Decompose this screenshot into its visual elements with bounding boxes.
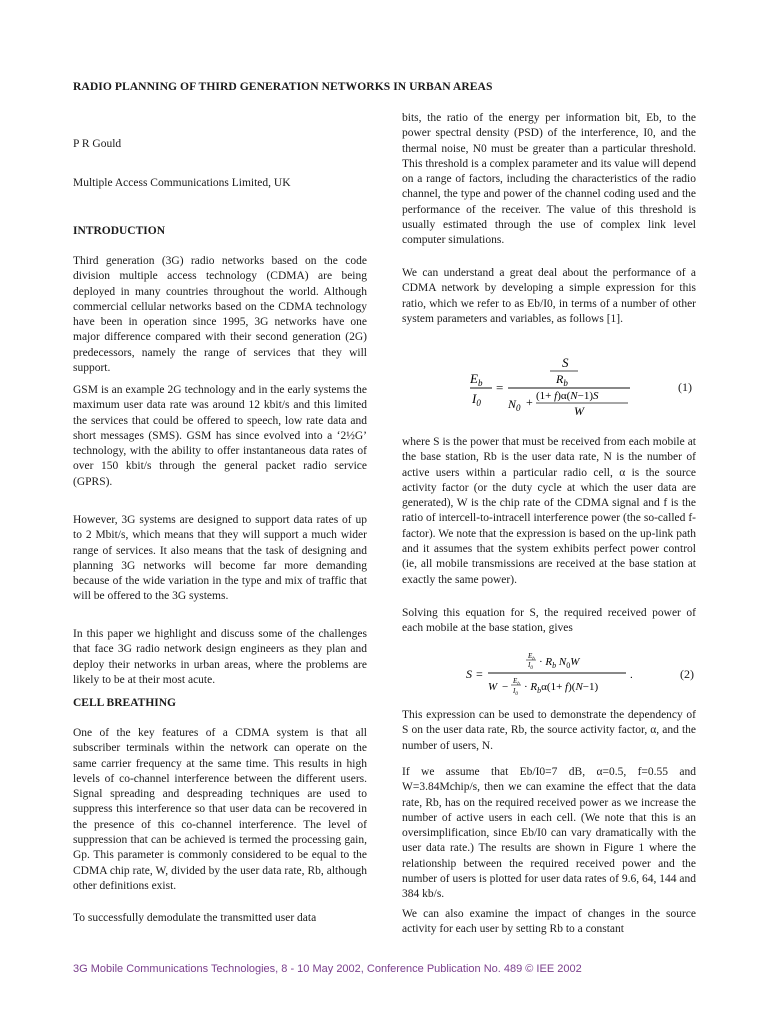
svg-text:(1+ f)α(N−1)S: (1+ f)α(N−1)S [536, 390, 599, 402]
right-paragraph-4: Solving this equation for S, the required received power of each mobile at the base station, gives [402, 607, 696, 635]
right-paragraph-3: where S is the power that must be received from each mobile at the base station, Rb is the user data rate, N is the number of active users within a particular radio cell, α is the source activity factor (or the duty cycle at which the user data are generated), W is the chip rate of the CDMA signal and f is the ratio of intercell-to-intracell interference power (the so-called f-factor). We note that the expression is based on the up-link path and it assumes that the system exhibits perfect power control (ie, all mobile transmissions are received at the base station at exactly the same power). [402, 436, 696, 586]
cell-breathing-heading: CELL BREATHING [73, 697, 176, 709]
svg-text:+: + [526, 395, 533, 409]
equation-2 [466, 648, 676, 702]
svg-text:−: − [502, 681, 509, 693]
svg-text:W: W [488, 681, 498, 693]
svg-text:· Rbα(1+ f)(N−1): · $R_b\alpha(1+ f)(N-1)$ [524, 681, 599, 695]
svg-text:S: S [562, 355, 569, 370]
svg-text:Eb: $E_b$ [470, 371, 483, 388]
affiliation: Multiple Access Communications Limited, UK [73, 177, 291, 189]
left-paragraph-5: One of the key features of a CDMA system is that all subscriber terminals within the network can operate on the same carrier frequency at the same time. This results in high levels of co-channel interference between the different users. Signal spreading and despreading techniques are used to suppress this interference so that user data can be recovered in the presence of this co-channel interference. The level of suppression that can be achieved is termed the processing gain, Gp. This parameter is commonly considered to be equal to the CDMA chip rate, W, divided by the user data rate, Rb, although other definitions exist. [73, 727, 367, 892]
equation-1 [470, 355, 650, 424]
left-paragraph-3: However, 3G systems are designed to support data rates of up to 2 Mbit/s, which means that they will support a much wider range of services. It also means that the task of designing and planning 3G networks will become far more demanding because of the wide variation in the type and mix of traffic that will be offered to the 3G systems. [73, 514, 367, 603]
svg-text:I0: $I_0$ [472, 391, 481, 408]
svg-text:Eb: $E_b$ [513, 677, 520, 687]
equation-1-number: (1) [678, 380, 692, 394]
svg-text:· Rb N0W: · $R_b$ $N_0W$ [539, 656, 580, 670]
right-paragraph-6: If we assume that Eb/I0=7 dB, α=0.5, f=0.55 and W=3.84Mchip/s, then we can examine the effect that the data rate, Rb, has on the required received power as we increase the number of active users in each cell. (We note that this is an oversimplification, since Eb/I0 can vary dramatically with the user data rate.) The results are shown in Figure 1 where the relationship between the required received power and the number of users is plotted for user data rates of 9.6, 64, 144 and 384 kb/s. [402, 766, 696, 901]
right-paragraph-1: bits, the ratio of the energy per information bit, Eb, to the power spectral density (PSD) of the interference, I0, and the thermal noise, N0 must be greater than a particular threshold. This threshold is a complex parameter and its value will depend on a range of factors, including the characteristics of the radio channel, the type and power of the channel coding used and the performance of the receiver. The value of this threshold is usually estimated through the use of complex link level computer simulations. [402, 112, 696, 247]
left-paragraph-4: In this paper we highlight and discuss some of the challenges that face 3G radio network design engineers as they plan and deploy their networks in urban areas, where the problems are likely to be at their most acute. [73, 628, 367, 686]
svg-text:W: W [574, 404, 584, 418]
introduction-heading: INTRODUCTION [73, 225, 166, 237]
svg-text:=: = [476, 667, 483, 681]
svg-text:.: . [630, 669, 633, 681]
right-paragraph-7: We can also examine the impact of changes in the source activity for each user by setting Rb to a constant [402, 908, 696, 936]
svg-text:I0: $I_0$ [513, 687, 518, 697]
left-paragraph-2: GSM is an example 2G technology and in the early systems the maximum user data rate was around 12 kbit/s and this limited the services that could be offered to speech, low rate data and short messages (SMS). GSM has since evolved into a ‘2½G’ technology, with the ability to offer instantaneous data rates of over 150 kbit/s through the general packet radio service (GPRS). [73, 384, 367, 488]
conference-footer: 3G Mobile Communications Technologies, 8 - 10 May 2002, Conference Publication No. 489 © IEE 2002 [73, 963, 582, 975]
svg-text:Rb: $R_b$ [556, 372, 568, 388]
equation-2-graphic [466, 648, 686, 698]
left-paragraph-1: Third generation (3G) radio networks based on the code division multiple access technology (CDMA) are being deployed in many countries throughout the world. Although commercial cellular networks based on the CDMA technology have been in operation since 1995, 3G networks have one major difference compared with their second generation (2G) predecessors, namely the range of services that they will support. [73, 255, 367, 375]
right-paragraph-2: We can understand a great deal about the performance of a CDMA network by developing a simple expression for this ratio, which we refer to as Eb/I0, in terms of a number of other system parameters and variables, as follows [1]. [402, 267, 696, 325]
left-paragraph-6: To successfully demodulate the transmitted user data [73, 912, 317, 924]
author-name: P R Gould [73, 138, 122, 150]
svg-text:S: S [466, 667, 472, 681]
equation-2-number: (2) [680, 667, 694, 681]
svg-text:Eb: $E_b$ [528, 652, 535, 662]
right-paragraph-5: This expression can be used to demonstrate the dependency of S on the user data rate, Rb, the source activity factor, α, and the number of users, N. [402, 709, 696, 752]
equation-1-graphic [470, 355, 690, 420]
paper-title: RADIO PLANNING OF THIRD GENERATION NETWORKS IN URBAN AREAS [73, 80, 493, 93]
svg-text:=: = [496, 380, 504, 395]
svg-text:N0: $N_0$ [508, 397, 521, 413]
svg-text:I0: $I_0$ [528, 661, 533, 671]
